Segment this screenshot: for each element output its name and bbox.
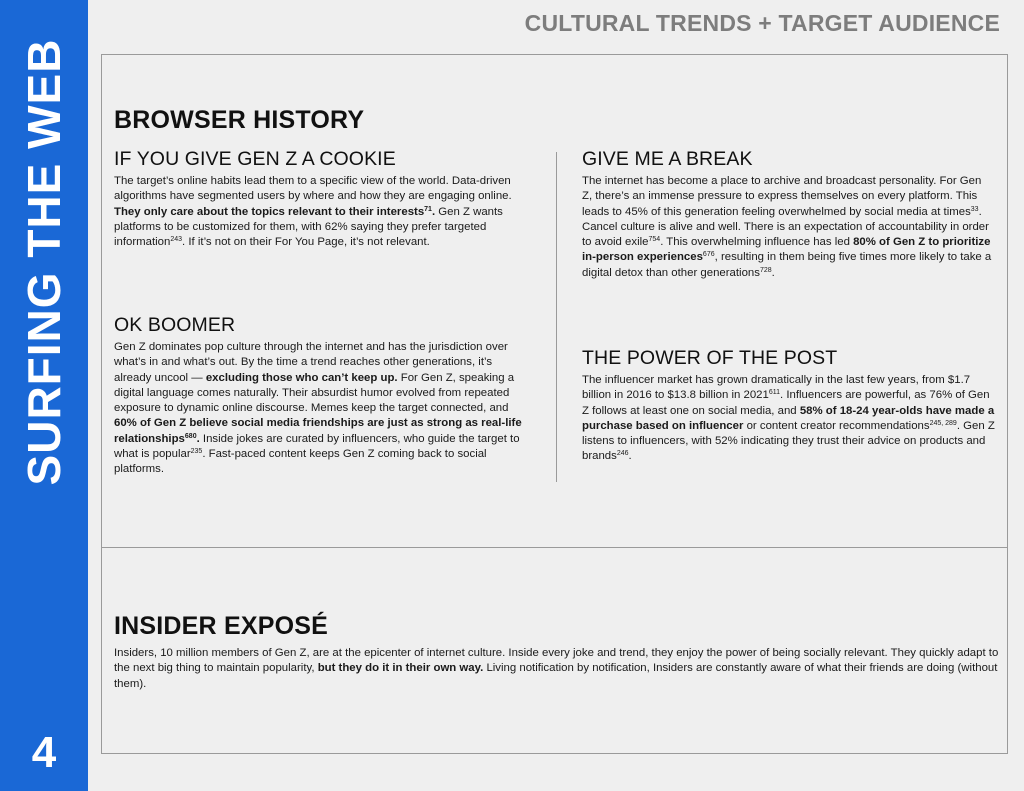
section-title: THE POWER OF THE POST [582,347,838,369]
section-title: GIVE ME A BREAK [582,148,753,170]
section-insider [114,646,999,692]
panel-divider [102,547,1007,548]
section-title: IF YOU GIVE GEN Z A COOKIE [114,148,396,170]
sidebar-title: SURFING THE WEB [18,38,70,486]
insider-expose-heading: INSIDER EXPOSÉ [114,612,328,640]
section-body: The influencer market has grown dramatically in the last few years, from $1.7 billion in 2016 to $13.8 billion in 2021$^{611}$. Influencers are powerful, as 76% of Gen Z follows at least one on social media, and 58% of 18-24 year-olds have made a purchase based on influencer or content creator recommendations$^{245, 289}$. Gen Z listens to influencers, with 52% indicating they trust their advice on products and brands$^{246}$. [582,374,995,463]
header-title: CULTURAL TRENDS + TARGET AUDIENCE [524,10,1000,36]
section-title: OK BOOMER [114,314,236,336]
section-body: The target’s online habits lead them to a specific view of the world. Data-driven algorithms have segmented users by where and how they are engaging online. They only care about the topics relevant to their interests$^{71}$. Gen Z wants platforms to be customized for them, with 62% saying they prefer targeted information$^{243}$. If it’s not on their For You Page, it’s not relevant. [114,175,512,249]
section-body: Gen Z dominates pop culture through the internet and has the jurisdiction over what’s in and what’s out. By the time a trend reaches other generations, it’s already uncool — excluding those who can’t keep up. For Gen Z, speaking a digital language comes naturally. Their absurdist humor evolved from repeated exposure to dynamic online discourse. Memes keep the target connected, and 60% of Gen Z believe social media friendships are just as strong as real-life relationships$^{680}$. Inside jokes are curated by influencers, who guide the target to what is popular$^{235}$. Fast-paced content keeps Gen Z coming back to social platforms. [114,341,522,476]
section-break [582,148,994,281]
sidebar [0,0,88,791]
section-body: The internet has become a place to archive and broadcast personality. For Gen Z, there’s an immense pressure to express themselves on every platform. This leads to 45% of this generation feeling overwhelmed by social media at times$^{33}$. Cancel culture is alive and well. There is an expectation of accountability in order to avoid exile$^{754}$. This overwhelming influence has led 80% of Gen Z to prioritize in-person experiences$^{676}$, resulting in them being five times more likely to take a digital detox than other generations$^{728}$. [582,175,992,279]
page-number: 4 [31,728,57,777]
browser-history-heading: BROWSER HISTORY [114,106,365,134]
section-power [582,347,996,465]
section-boomer [114,314,522,478]
section-cookie [114,148,522,250]
column-divider [556,152,557,482]
content-panel [101,54,1008,754]
section-body: Insiders, 10 million members of Gen Z, are at the epicenter of internet culture. Inside every joke and trend, they enjoy the power of being socially relevant. They quickly adapt to the next big thing to maintain popularity, but they do it in their own way. Living notification by notification, Insiders are constantly aware of what their friends are doing (without them). [114,647,999,690]
